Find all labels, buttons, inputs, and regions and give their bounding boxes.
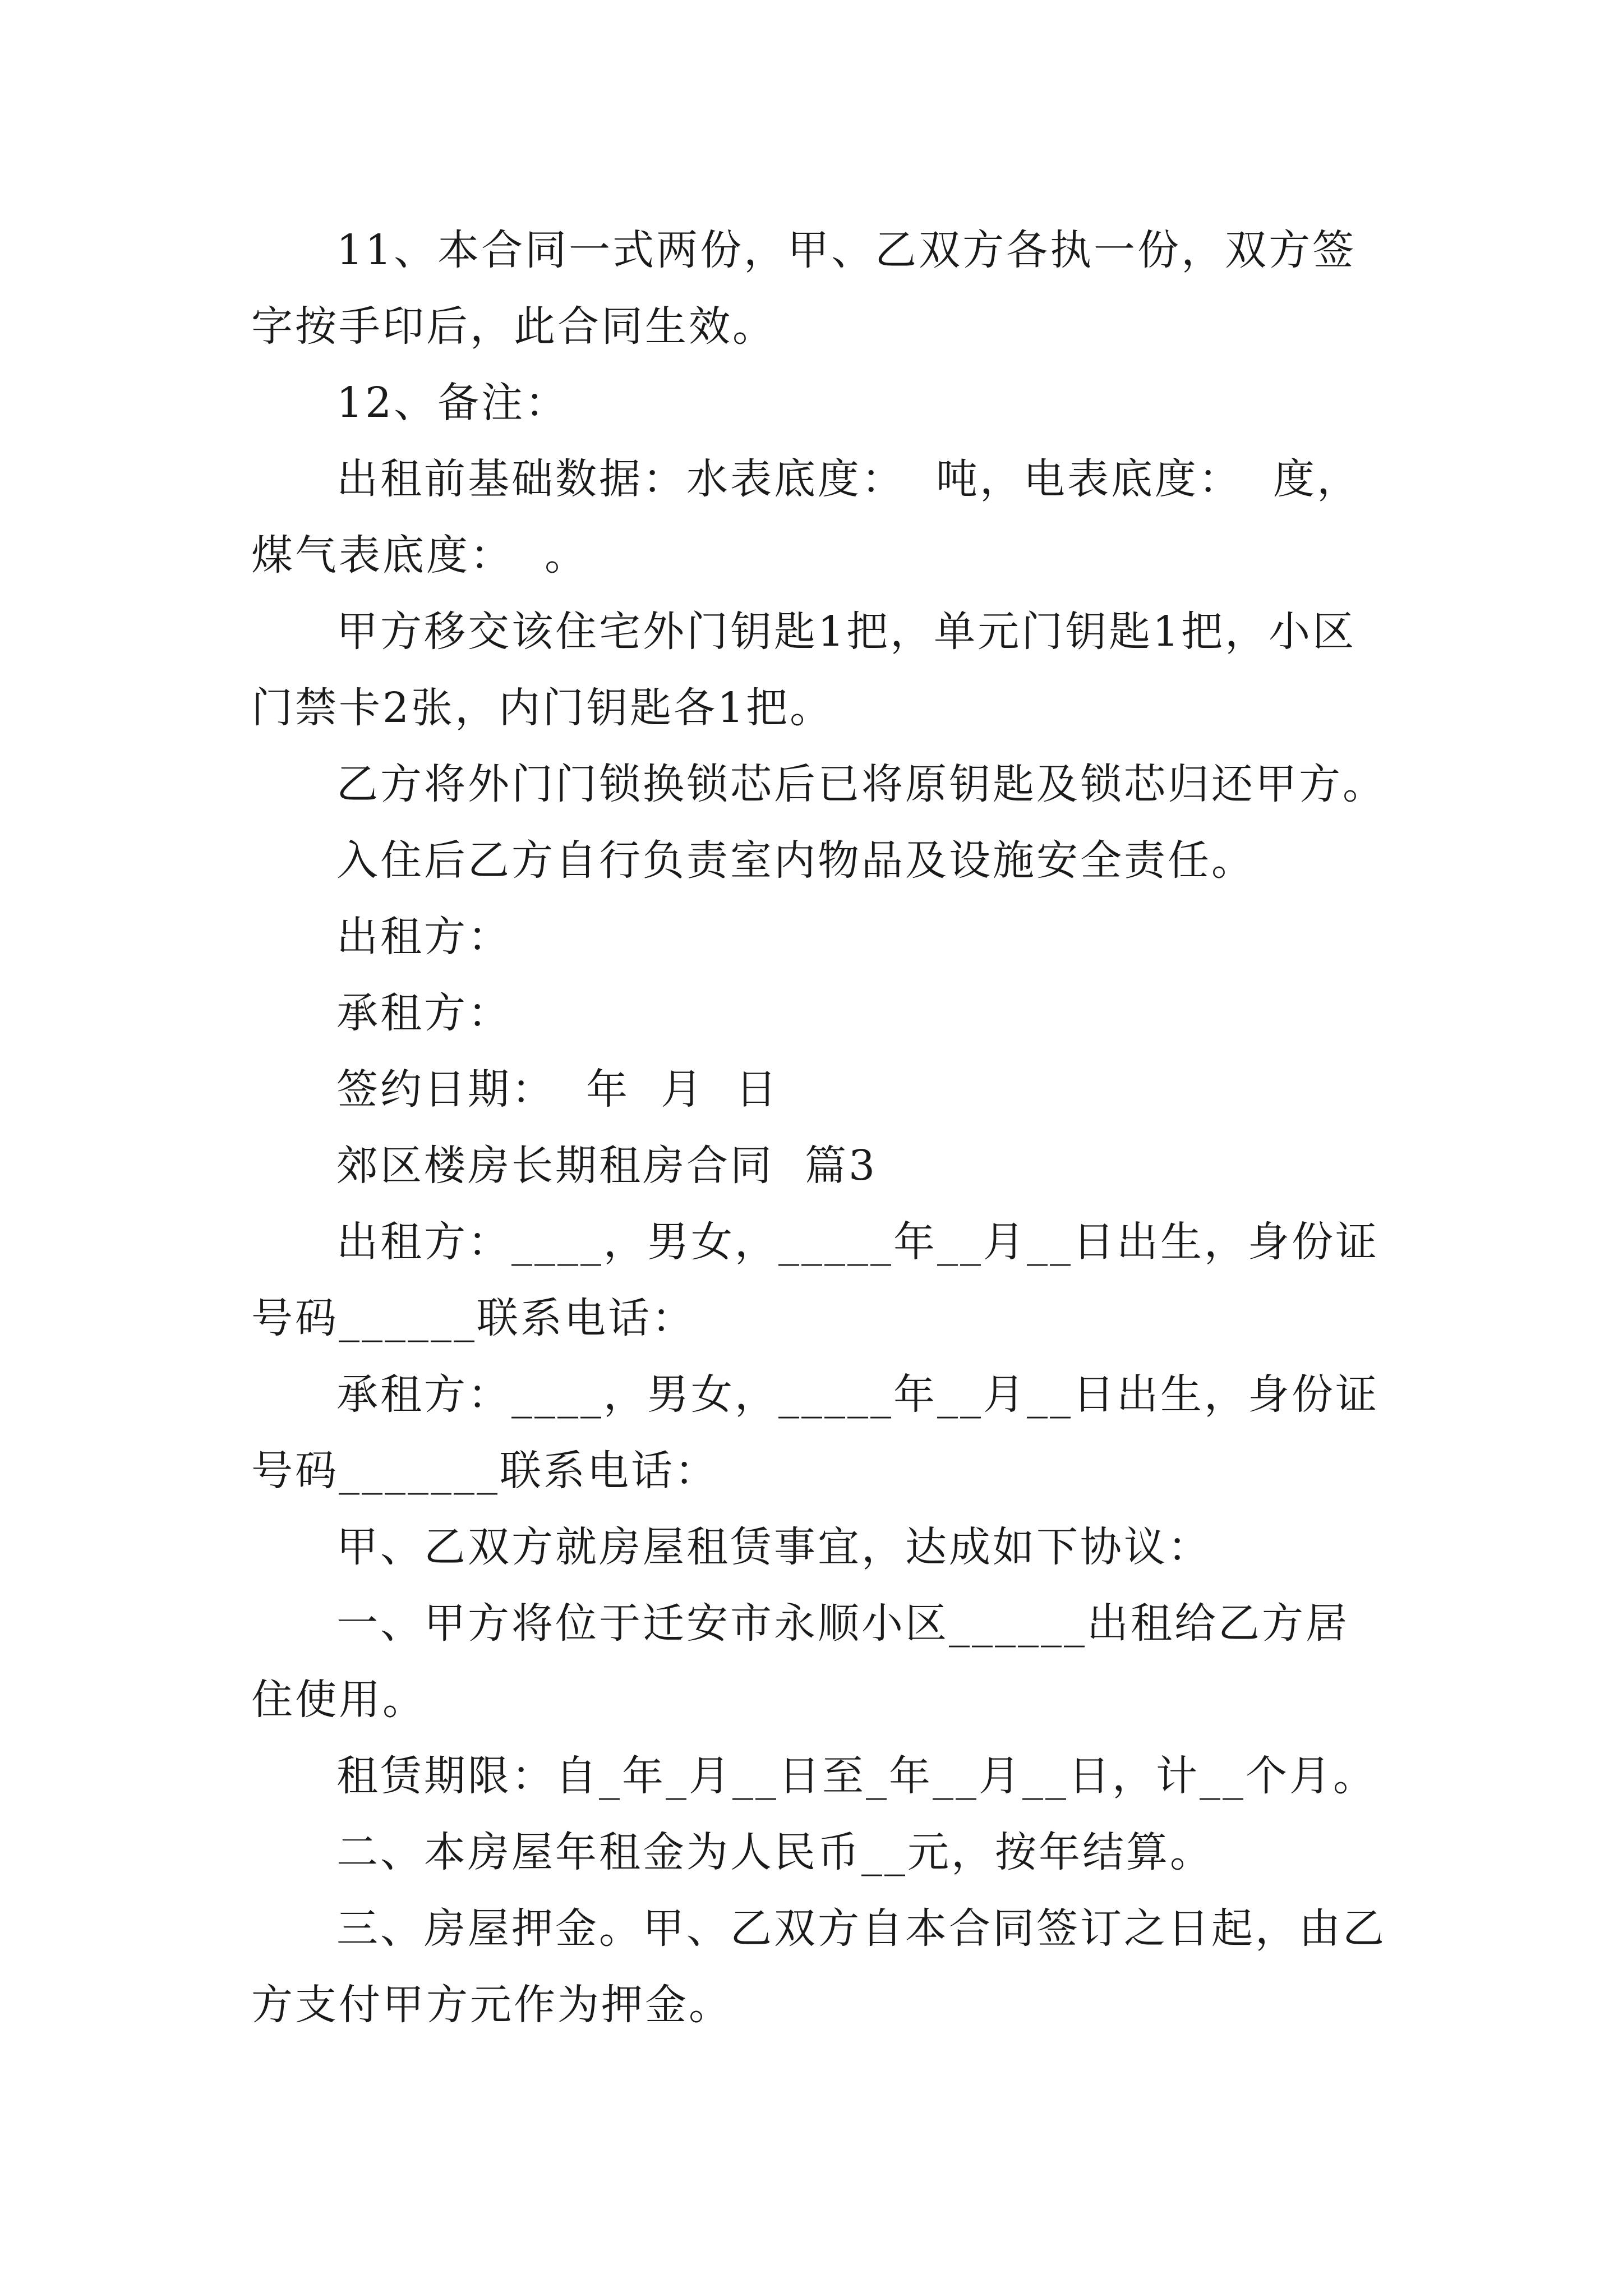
lease-term: 租赁期限：自_年_月__日至_年__月__日，计__个月。 bbox=[336, 1752, 1377, 1800]
lessor-signature-line: 出租方： bbox=[336, 913, 511, 961]
clause-3-deposit: 三、房屋押金。甲、乙双方自本合同签订之日起，由乙方支付甲方元作为押金。 bbox=[251, 1904, 1386, 2029]
meter-readings: 出租前基础数据：水表底度： 吨，电表底度： 度，煤气表底度： 。 bbox=[251, 455, 1361, 579]
lessee-signature-line: 承租方： bbox=[336, 989, 511, 1037]
lock-replacement: 乙方将外门门锁换锁芯后已将原钥匙及锁芯归还甲方。 bbox=[336, 760, 1386, 808]
keys-handover: 甲方移交该住宅外门钥匙1把，单元门钥匙1把，小区门禁卡2张，内门钥匙各1把。 bbox=[251, 608, 1357, 732]
document-body bbox=[251, 212, 1390, 2043]
clause-1-property: 一、甲方将位于迁安市永顺小区______出租给乙方居住使用。 bbox=[251, 1599, 1349, 1724]
lessor-info: 出租方：____，男女，_____年__月__日出生，身份证号码______联系电话： bbox=[251, 1218, 1379, 1342]
agreement-intro: 甲、乙双方就房屋租赁事宜，达成如下协议： bbox=[336, 1523, 1211, 1571]
lessee-info: 承租方：____，男女，_____年__月__日出生，身份证号码_______联系电话： bbox=[251, 1370, 1379, 1495]
clause-11: 11、本合同一式两份，甲、乙双方各执一份，双方签字按手印后，此合同生效。 bbox=[251, 226, 1357, 351]
clause-12-remarks: 12、备注： bbox=[336, 379, 569, 427]
safety-responsibility: 入住后乙方自行负责室内物品及设施安全责任。 bbox=[336, 836, 1255, 885]
clause-2-rent: 二、本房屋年租金为人民币__元，按年结算。 bbox=[336, 1828, 1214, 1876]
signing-date-line: 签约日期： 年 月 日 bbox=[336, 1065, 780, 1114]
section-heading: 郊区楼房长期租房合同 篇3 bbox=[336, 1142, 878, 1190]
